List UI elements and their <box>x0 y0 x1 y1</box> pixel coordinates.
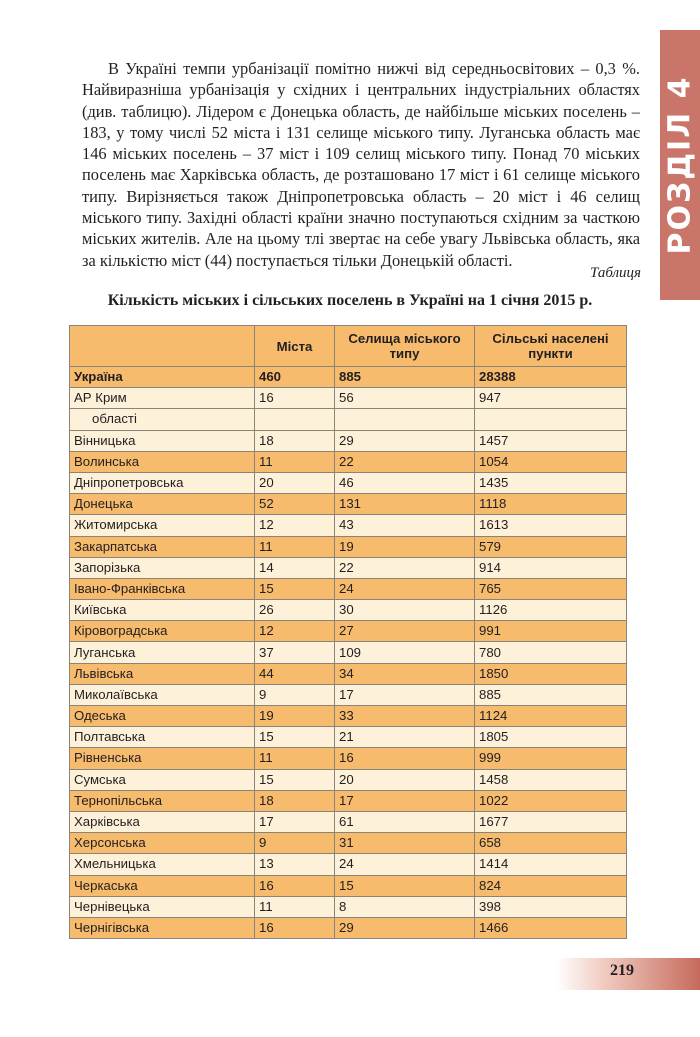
cell-urban-type: 29 <box>335 917 475 938</box>
header-urban-type: Селища міського типу <box>335 326 475 367</box>
cell-cities: 18 <box>255 430 335 451</box>
page-number: 219 <box>610 962 634 979</box>
table-title: Кількість міських і сільських поселень в Україні на 1 січня 2015 р. <box>107 292 593 309</box>
cell-cities: 11 <box>255 536 335 557</box>
table-label: Таблиця <box>590 265 641 281</box>
cell-rural: 398 <box>475 896 627 917</box>
cell-rural: 824 <box>475 875 627 896</box>
table-row <box>70 642 627 663</box>
row-name: Рівненська <box>70 748 255 769</box>
cell-urban-type: 24 <box>335 854 475 875</box>
cell-cities: 52 <box>255 494 335 515</box>
cell-rural: 1457 <box>475 430 627 451</box>
row-name: Запорізька <box>70 557 255 578</box>
cell-urban-type: 33 <box>335 706 475 727</box>
cell-urban-type: 16 <box>335 748 475 769</box>
row-name: АР Крим <box>70 388 255 409</box>
cell-cities: 460 <box>255 367 335 388</box>
table-row <box>70 917 627 938</box>
cell-rural: 1435 <box>475 472 627 493</box>
cell-urban-type: 24 <box>335 578 475 599</box>
cell-cities: 15 <box>255 578 335 599</box>
table-row <box>70 430 627 451</box>
row-name: Волинська <box>70 451 255 472</box>
cell-cities: 13 <box>255 854 335 875</box>
cell-urban-type: 20 <box>335 769 475 790</box>
row-name: Харківська <box>70 811 255 832</box>
cell-urban-type: 61 <box>335 811 475 832</box>
section-tab-label: РОЗДІЛ 4 <box>662 75 698 255</box>
cell-cities: 16 <box>255 917 335 938</box>
section-tab <box>660 30 700 300</box>
row-name: Херсонська <box>70 833 255 854</box>
cell-urban-type: 17 <box>335 684 475 705</box>
row-name: Хмельницька <box>70 854 255 875</box>
cell-cities: 19 <box>255 706 335 727</box>
cell-rural: 1126 <box>475 600 627 621</box>
cell-rural: 991 <box>475 621 627 642</box>
row-name: Луганська <box>70 642 255 663</box>
cell-cities: 11 <box>255 896 335 917</box>
cell-cities: 11 <box>255 451 335 472</box>
row-name: Дніпропетровська <box>70 472 255 493</box>
cell-rural: 1118 <box>475 494 627 515</box>
cell-urban-type: 22 <box>335 557 475 578</box>
cell-urban-type: 885 <box>335 367 475 388</box>
cell-rural: 28388 <box>475 367 627 388</box>
row-name: Полтавська <box>70 727 255 748</box>
cell-rural: 1054 <box>475 451 627 472</box>
cell-rural <box>475 409 627 430</box>
cell-urban-type: 8 <box>335 896 475 917</box>
cell-cities: 18 <box>255 790 335 811</box>
row-name: Чернівецька <box>70 896 255 917</box>
cell-urban-type: 21 <box>335 727 475 748</box>
cell-urban-type: 19 <box>335 536 475 557</box>
table-row <box>70 600 627 621</box>
table-row <box>70 557 627 578</box>
cell-rural: 1805 <box>475 727 627 748</box>
cell-cities: 16 <box>255 388 335 409</box>
row-name: Чернігівська <box>70 917 255 938</box>
table-row <box>70 684 627 705</box>
row-name: Київська <box>70 600 255 621</box>
table-row <box>70 494 627 515</box>
cell-rural: 914 <box>475 557 627 578</box>
cell-urban-type <box>335 409 475 430</box>
cell-rural: 1466 <box>475 917 627 938</box>
cell-cities: 20 <box>255 472 335 493</box>
table-row <box>70 854 627 875</box>
table-row <box>70 451 627 472</box>
cell-cities: 15 <box>255 727 335 748</box>
cell-urban-type: 46 <box>335 472 475 493</box>
table-body <box>70 367 627 939</box>
cell-urban-type: 34 <box>335 663 475 684</box>
cell-rural: 579 <box>475 536 627 557</box>
cell-urban-type: 30 <box>335 600 475 621</box>
cell-rural: 1124 <box>475 706 627 727</box>
row-name: Закарпатська <box>70 536 255 557</box>
cell-cities: 16 <box>255 875 335 896</box>
table-row <box>70 706 627 727</box>
table-row <box>70 769 627 790</box>
cell-rural: 1458 <box>475 769 627 790</box>
row-name: Сумська <box>70 769 255 790</box>
cell-cities: 26 <box>255 600 335 621</box>
paragraph: В Україні темпи урбанізації помітно нижчі від середньосвітових – 0,3 %. Найвиразніша урбанізація у східних і центральних індустріальних областях (див. таблицю). Лідером є Донецька область, де найбільше міських поселень – 183, у тому числі 52 міста і 131 селище міського типу. Луганська область має 146 міських поселень – 37 міст і 109 селищ міського типу. Понад 70 міських поселень має Харківська область, де розташовано 17 міст і 61 селище міського типу. Вирізняється також Дніпропетровська область – 20 міст і 46 селищ міського типу. Західні області країни значно поступаються східним за часткою міських жителів. Але на цьому тлі звертає на себе увагу Львівська область, яка за кількістю міст (44) поступається тільки Донецькій області. <box>82 59 640 270</box>
table-row <box>70 409 627 430</box>
cell-rural: 658 <box>475 833 627 854</box>
row-name: Тернопільська <box>70 790 255 811</box>
cell-cities: 15 <box>255 769 335 790</box>
row-name: Миколаївська <box>70 684 255 705</box>
row-name: Львівська <box>70 663 255 684</box>
cell-rural: 1022 <box>475 790 627 811</box>
cell-cities: 44 <box>255 663 335 684</box>
cell-urban-type: 29 <box>335 430 475 451</box>
header-blank <box>70 326 255 367</box>
cell-urban-type: 109 <box>335 642 475 663</box>
cell-urban-type: 22 <box>335 451 475 472</box>
table-row <box>70 875 627 896</box>
cell-urban-type: 15 <box>335 875 475 896</box>
table-row <box>70 472 627 493</box>
table-row <box>70 727 627 748</box>
cell-rural: 999 <box>475 748 627 769</box>
cell-cities: 12 <box>255 515 335 536</box>
table-row <box>70 748 627 769</box>
row-name: області <box>70 409 255 430</box>
table-row <box>70 663 627 684</box>
body-text <box>82 58 640 271</box>
table-row <box>70 833 627 854</box>
cell-cities: 37 <box>255 642 335 663</box>
cell-rural: 1850 <box>475 663 627 684</box>
row-name: Україна <box>70 367 255 388</box>
table-header-row <box>70 326 627 367</box>
header-rural: Сільські населені пункти <box>475 326 627 367</box>
table-row <box>70 388 627 409</box>
row-name: Одеська <box>70 706 255 727</box>
table-row <box>70 578 627 599</box>
table-row <box>70 621 627 642</box>
row-name: Житомирська <box>70 515 255 536</box>
cell-rural: 1677 <box>475 811 627 832</box>
table-row <box>70 515 627 536</box>
table-row <box>70 896 627 917</box>
table-row <box>70 790 627 811</box>
table-row <box>70 536 627 557</box>
row-name: Кіровоградська <box>70 621 255 642</box>
settlements-table <box>69 325 627 939</box>
cell-cities: 14 <box>255 557 335 578</box>
cell-cities: 17 <box>255 811 335 832</box>
header-cities: Міста <box>255 326 335 367</box>
cell-urban-type: 27 <box>335 621 475 642</box>
cell-urban-type: 43 <box>335 515 475 536</box>
cell-rural: 1414 <box>475 854 627 875</box>
cell-rural: 885 <box>475 684 627 705</box>
cell-rural: 780 <box>475 642 627 663</box>
row-name: Черкаська <box>70 875 255 896</box>
cell-cities: 9 <box>255 684 335 705</box>
cell-cities: 9 <box>255 833 335 854</box>
cell-cities: 11 <box>255 748 335 769</box>
cell-urban-type: 31 <box>335 833 475 854</box>
cell-cities <box>255 409 335 430</box>
cell-rural: 1613 <box>475 515 627 536</box>
cell-rural: 765 <box>475 578 627 599</box>
table-row <box>70 367 627 388</box>
row-name: Вінницька <box>70 430 255 451</box>
row-name: Донецька <box>70 494 255 515</box>
cell-urban-type: 131 <box>335 494 475 515</box>
cell-urban-type: 56 <box>335 388 475 409</box>
row-name: Івано-Франківська <box>70 578 255 599</box>
table-row <box>70 811 627 832</box>
cell-cities: 12 <box>255 621 335 642</box>
cell-urban-type: 17 <box>335 790 475 811</box>
cell-rural: 947 <box>475 388 627 409</box>
